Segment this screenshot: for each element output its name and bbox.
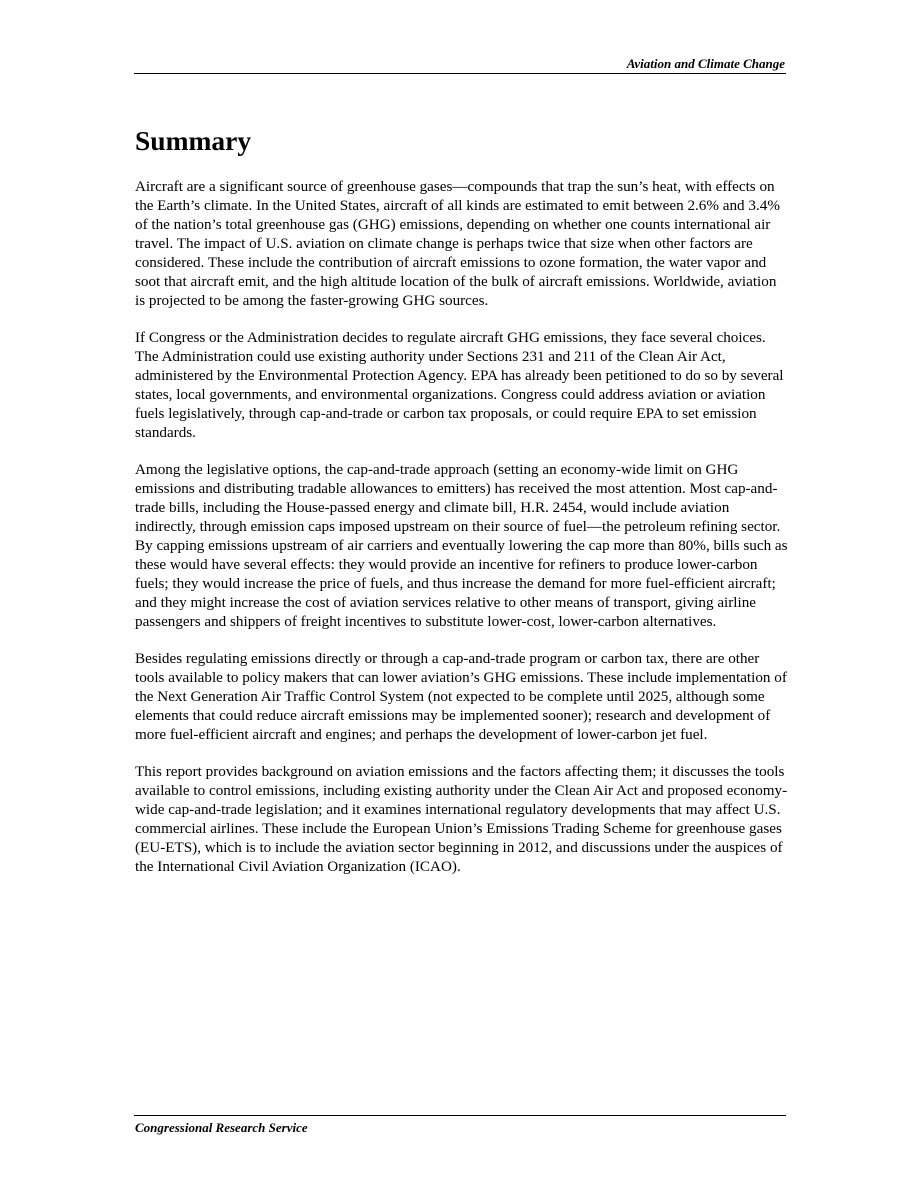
paragraph-report-scope: This report provides background on aviation emissions and the factors affecting them; it discusses the tools available to control emissions, including existing authority under the Clean Air Act and proposed economy-wide cap-and-trade legislation; and it examines international regulatory developments that may affect U.S. commercial airlines. These include the European Union’s Emissions Trading Scheme for greenhouse gases (EU-ETS), which is to include the aviation sector beginning in 2012, and discussions under the auspices of the International Civil Aviation Organization (ICAO). [135,763,788,875]
paragraph-aircraft-emissions: Aircraft are a significant source of greenhouse gases—compounds that trap the sun’s heat, with effects on the Earth’s climate. In the United States, aircraft of all kinds are estimated to emit between 2.6% and 3.4% of the nation’s total greenhouse gas (GHG) emissions, depending on whether one counts international air travel. The impact of U.S. aviation on climate change is perhaps twice that size when other factors are considered. These include the contribution of aircraft emissions to ozone formation, the water vapor and soot that aircraft emit, and the high altitude location of the bulk of aircraft emissions. Worldwide, aviation is projected to be among the faster-growing GHG sources. [135,178,780,309]
running-title: Aviation and Climate Change [626,56,785,71]
paragraph-other-tools: Besides regulating emissions directly or through a cap-and-trade program or carbon tax, there are other tools available to policy makers that can lower aviation’s GHG emissions. These include implementation of the Next Generation Air Traffic Control System (not expected to be complete until 2025, although some elements that could reduce aircraft emissions may be implemented sooner); research and development of more fuel-efficient aircraft and engines; and perhaps the development of lower-carbon jet fuel. [135,650,787,743]
paragraph-regulatory-choices: If Congress or the Administration decides to regulate aircraft GHG emissions, they face several choices. The Administration could use existing authority under Sections 231 and 211 of the Clean Air Act, administered by the Environmental Protection Agency. EPA has already been petitioned to do so by several states, local governments, and environmental organizations. Congress could address aviation or aviation fuels legislatively, through cap-and-trade or carbon tax proposals, or could require EPA to set emission standards. [135,329,784,441]
page-header [134,54,786,74]
section-title: Summary [135,125,252,156]
summary-body [135,177,790,894]
page-footer [134,1115,786,1135]
footer-organization: Congressional Research Service [135,1120,308,1135]
paragraph-cap-and-trade: Among the legislative options, the cap-and-trade approach (setting an economy-wide limit on GHG emissions and distributing tradable allowances to emitters) has received the most attention. Most cap-and-trade bills, including the House-passed energy and climate bill, H.R. 2454, would include aviation indirectly, through emission caps imposed upstream on their source of fuel—the petroleum refining sector. By capping emissions upstream of air carriers and eventually lowering the cap more than 80%, bills such as these would have several effects: they would provide an incentive for refiners to produce lower-carbon fuels; they would increase the price of fuels, and thus increase the demand for more fuel-efficient aircraft; and they might increase the cost of aviation services relative to other means of transport, giving airline passengers and shippers of freight incentives to substitute lower-cost, lower-carbon alternatives. [135,461,788,630]
